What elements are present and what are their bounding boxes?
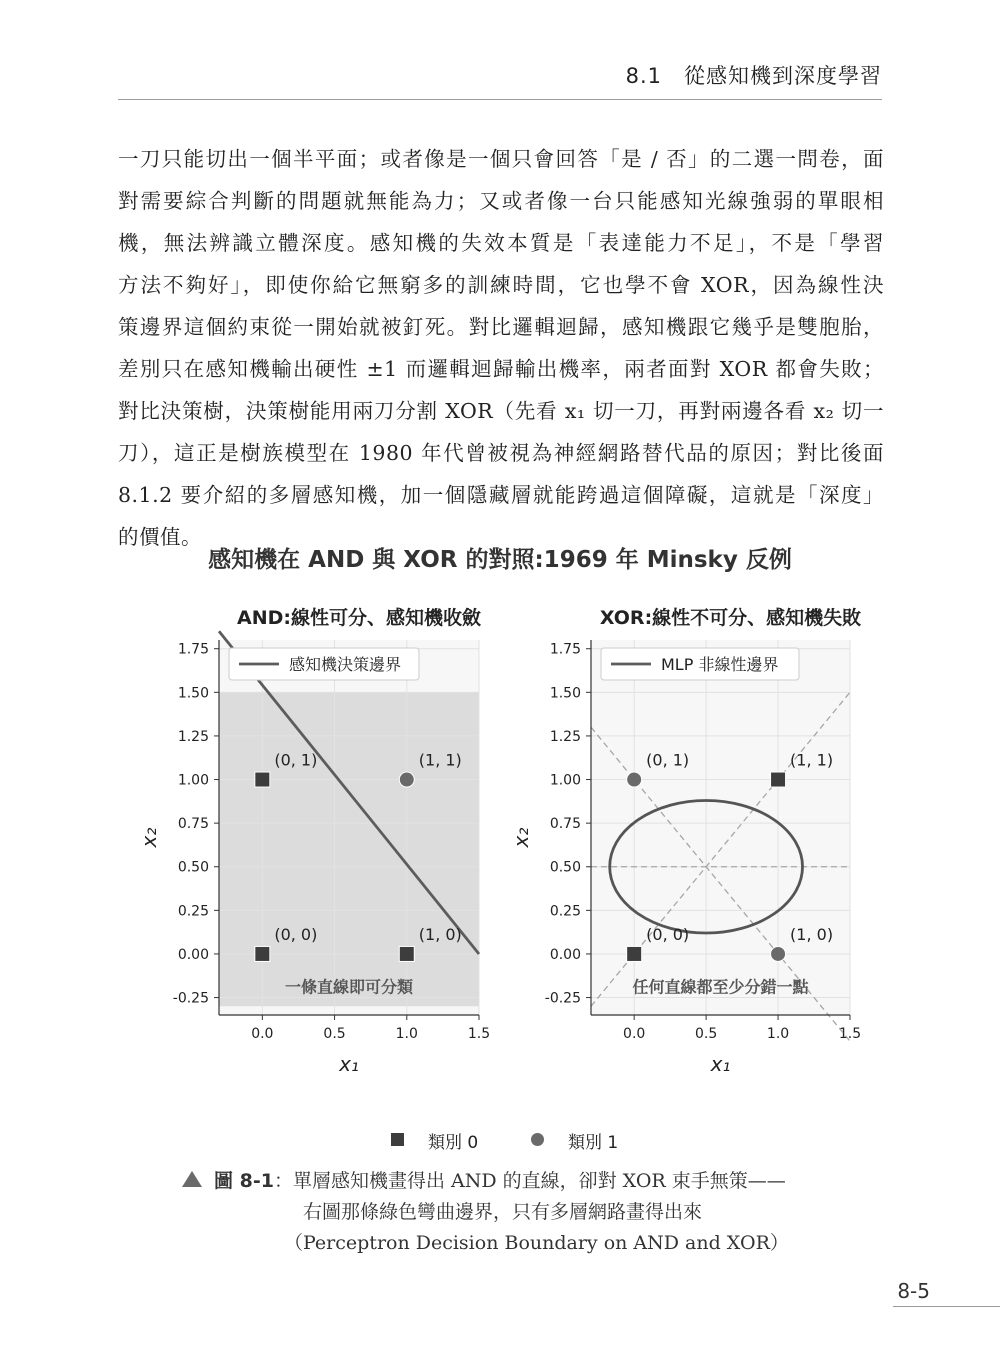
body-line: 方法不夠好」，即使你給它無窮多的訓練時間，它也學不會 XOR，因為線性決: [118, 273, 884, 297]
panel-1-point-class-0: [399, 946, 414, 961]
comparison-chart: [0, 530, 1000, 1090]
panel-2-y-tick-label: -0.25: [544, 990, 581, 1007]
panel-1-y-tick-label: 1.25: [177, 728, 209, 745]
running-header: 8.1 從感知機到深度學習: [625, 64, 882, 88]
panel-2-point-class-1: [771, 946, 786, 961]
panel-2-y-tick-label: 1.00: [549, 772, 581, 789]
panel-1-point-label: (0, 1): [274, 750, 318, 770]
panel-1-y-tick-label: 0.50: [177, 859, 209, 876]
figure-legend: [0, 1128, 1000, 1154]
figure-number: 圖 8-1: [214, 1170, 274, 1192]
panel-1-x-tick-label: 1.5: [467, 1026, 491, 1042]
panel-2-point-label: (1, 1): [790, 750, 834, 770]
triangle-icon: [182, 1171, 202, 1187]
panel-2-x-tick-label: 0.5: [694, 1026, 718, 1042]
panel-2-x-tick-label: 1.0: [766, 1026, 790, 1042]
caption-line-2: 右圖那條綠色彎曲邊界，只有多層網路畫得出來: [303, 1201, 703, 1223]
chart-title: 感知機在 AND 與 XOR 的對照:1969 年 Minsky 反例: [208, 547, 792, 573]
legend-circle-marker: [531, 1133, 544, 1146]
panel-1-y-tick-label: 1.75: [177, 641, 209, 658]
panel-1-x-axis-label: x₁: [339, 1052, 359, 1076]
body-line: 對需要綜合判斷的問題就無能為力；又或者像一台只能感知光線強弱的單眼相: [118, 189, 884, 213]
body-line: 機，無法辨識立體深度。感知機的失效本質是「表達能力不足」，不是「學習: [118, 231, 884, 255]
panel-1-point-label: (0, 0): [274, 924, 318, 944]
panel-2-point-label: (0, 1): [646, 750, 690, 770]
panel-1-y-tick-label: -0.25: [172, 990, 209, 1007]
panel-2-title: XOR:線性不可分、感知機失敗: [599, 607, 862, 629]
panel-2-point-label: (0, 0): [646, 924, 690, 944]
panel-2-y-axis-label: x₂: [509, 827, 533, 848]
panel-2-point-class-0: [627, 946, 642, 961]
panel-1-title: AND:線性可分、感知機收斂: [237, 607, 481, 629]
panel-1-x-tick-label: 0.5: [323, 1026, 346, 1042]
panel-2-annotation: 任何直線都至少分錯一點: [632, 977, 809, 997]
body-line: 策邊界這個約束從一開始就被釘死。對比邏輯迴歸，感知機跟它幾乎是雙胞胎，: [118, 315, 884, 339]
page-number: 8-5: [897, 1279, 930, 1303]
panel-2-point-class-0: [771, 772, 786, 787]
panel-2-y-tick-label: 0.75: [549, 816, 581, 833]
panel-2-x-tick-label: 0.0: [623, 1026, 646, 1042]
panel-2-legend-label: MLP 非線性邊界: [661, 655, 779, 674]
panel-1-x-tick-label: 0.0: [251, 1026, 274, 1042]
panel-2-point-label: (1, 0): [790, 924, 834, 944]
legend-label-class-1: 類別 1: [568, 1133, 619, 1153]
panel-1-annotation: 一條直線即可分類: [284, 977, 414, 997]
caption-line-1: [182, 1166, 786, 1193]
header-rule: [118, 99, 882, 100]
panel-2-y-tick-label: 1.75: [549, 641, 581, 658]
caption-line-3: （Perceptron Decision Boundary on AND and XOR）: [284, 1232, 789, 1254]
panel-1-point-label: (1, 0): [418, 924, 462, 944]
panel-1-y-tick-label: 0.00: [177, 946, 209, 963]
legend-label-class-0: 類別 0: [428, 1133, 479, 1153]
panel-1-y-tick-label: 1.50: [177, 685, 209, 702]
panel-1-point-class-0: [255, 946, 270, 961]
body-line: 一刀只能切出一個半平面；或者像是一個只會回答「是 / 否」的二選一問卷，面: [118, 147, 884, 171]
panel-1-point-label: (1, 1): [418, 750, 462, 770]
panel-2-y-tick-label: 1.25: [549, 728, 581, 745]
panel-2-y-tick-label: 0.00: [549, 946, 581, 963]
panel-2-y-tick-label: 1.50: [549, 685, 581, 702]
caption-text-1: ：單層感知機畫得出 AND 的直線，卻對 XOR 束手無策——: [273, 1170, 786, 1192]
panel-2-y-tick-label: 0.50: [549, 859, 581, 876]
body-paragraph: [118, 138, 884, 558]
figure-8-1: [0, 530, 1000, 1090]
panel-2-point-class-1: [627, 772, 642, 787]
panel-1-point-class-1: [399, 772, 414, 787]
panel-1-y-tick-label: 1.00: [177, 772, 209, 789]
body-line: 8.1.2 要介紹的多層感知機，加一個隱藏層就能跨過這個障礙，這就是「深度」: [118, 483, 884, 507]
panel-1-y-tick-label: 0.25: [177, 903, 209, 920]
body-line: 的價值。: [118, 525, 202, 549]
panel-1-y-axis-label: x₂: [137, 827, 161, 848]
panel-2-x-axis-label: x₁: [710, 1052, 731, 1076]
body-line: 刀），這正是樹族模型在 1980 年代曾被視為神經網路替代品的原因；對比後面: [118, 441, 884, 465]
panel-2-x-tick-label: 1.5: [838, 1026, 862, 1042]
panel-1-legend-label: 感知機決策邊界: [289, 655, 402, 674]
legend-square-marker: [391, 1133, 404, 1146]
panel-1-y-tick-label: 0.75: [177, 816, 209, 833]
footer-rule: [893, 1306, 1000, 1307]
body-line: 對比決策樹，決策樹能用兩刀分割 XOR（先看 x₁ 切一刀，再對兩邊各看 x₂ 切一: [118, 399, 884, 423]
panel-1-x-tick-label: 1.0: [395, 1026, 418, 1042]
panel-1-point-class-0: [255, 772, 270, 787]
body-line: 差別只在感知機輸出硬性 ±1 而邏輯迴歸輸出機率，兩者面對 XOR 都會失敗；: [118, 357, 884, 381]
panel-2-y-tick-label: 0.25: [549, 903, 581, 920]
